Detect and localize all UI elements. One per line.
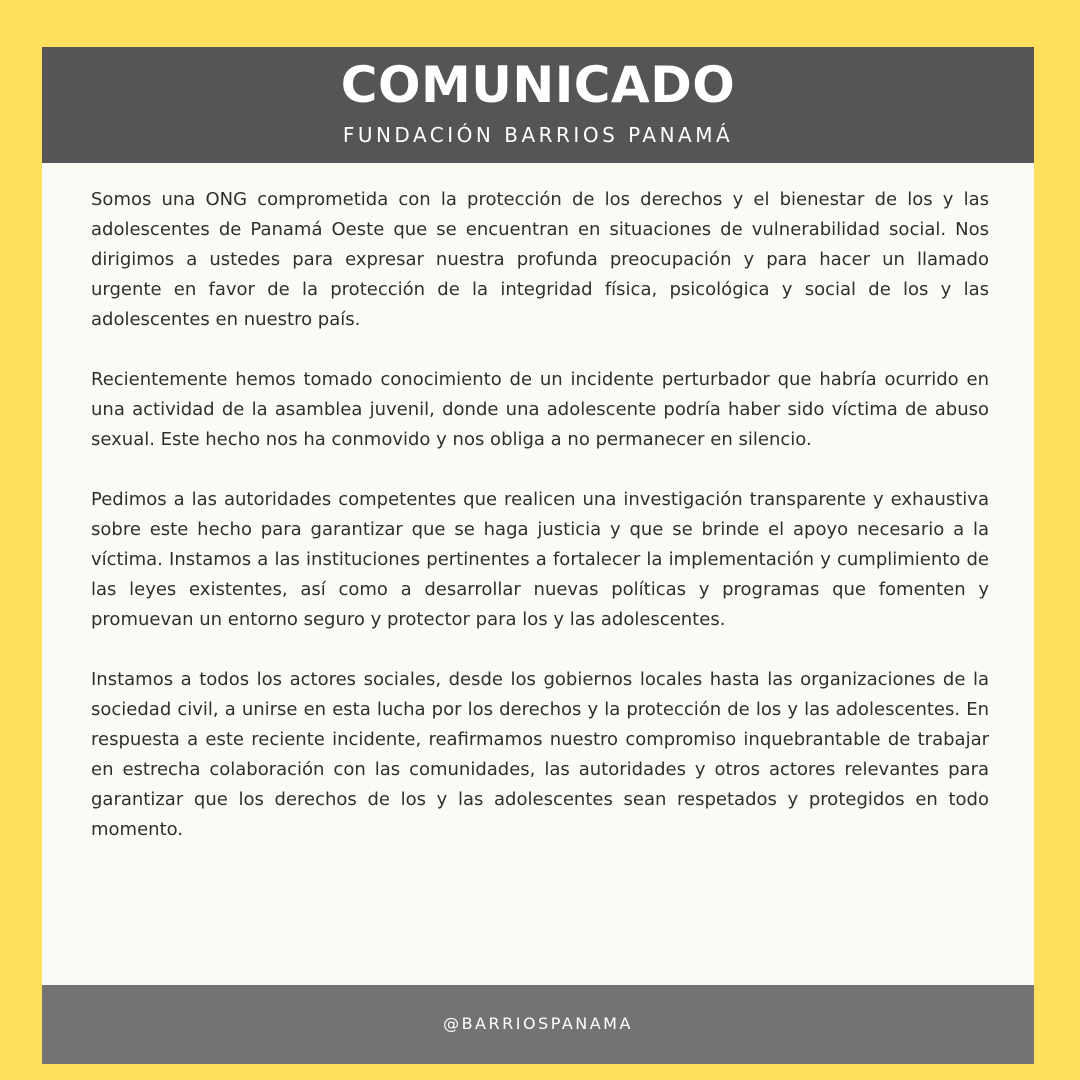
header-banner — [42, 47, 1034, 163]
statement-card — [42, 47, 1034, 1064]
paragraph-call-to-action: Instamos a todos los actores sociales, desde los gobiernos locales hasta las organizaciones de la sociedad civil, a unirse en esta lucha por los derechos y la protección de los y las adolescentes. En respuesta a este reciente incidente, reafirmamos nuestro compromiso inquebrantable de trabajar en estrecha colaboración con las comunidades, las autoridades y otros actores relevantes para garantizar que los derechos de los y las adolescentes sean respetados y protegidos en todo momento. — [91, 669, 989, 840]
statement-body — [91, 185, 989, 845]
organization-name: FUNDACIÓN BARRIOS PANAMÁ — [342, 123, 734, 147]
social-handle: @BARRIOSPANAMA — [443, 1014, 633, 1033]
footer-banner — [42, 985, 1034, 1064]
paragraph-request: Pedimos a las autoridades competentes que realicen una investigación transparente y exhaustiva sobre este hecho para garantizar que se haga justicia y que se brinde el apoyo necesario a la víctima. Instamos a las instituciones pertinentes a fortalecer la implementación y cumplimiento de las leyes existentes, así como a desarrollar nuevas políticas y programas que fomenten y promuevan un entorno seguro y protector para los y las adolescentes. — [91, 489, 989, 630]
paragraph-intro: Somos una ONG comprometida con la protección de los derechos y el bienestar de los y las adolescentes de Panamá Oeste que se encuentran en situaciones de vulnerabilidad social. Nos dirigimos a ustedes para expresar nuestra profunda preocupación y para hacer un llamado urgente en favor de la protección de la integridad física, psicológica y social de los y las adolescentes en nuestro país. — [91, 189, 989, 330]
paragraph-incident: Recientemente hemos tomado conocimiento de un incidente perturbador que habría ocurrido en una actividad de la asamblea juvenil, donde una adolescente podría haber sido víctima de abuso sexual. Este hecho nos ha conmovido y nos obliga a no permanecer en silencio. — [91, 369, 989, 450]
page-title: COMUNICADO — [340, 56, 736, 114]
